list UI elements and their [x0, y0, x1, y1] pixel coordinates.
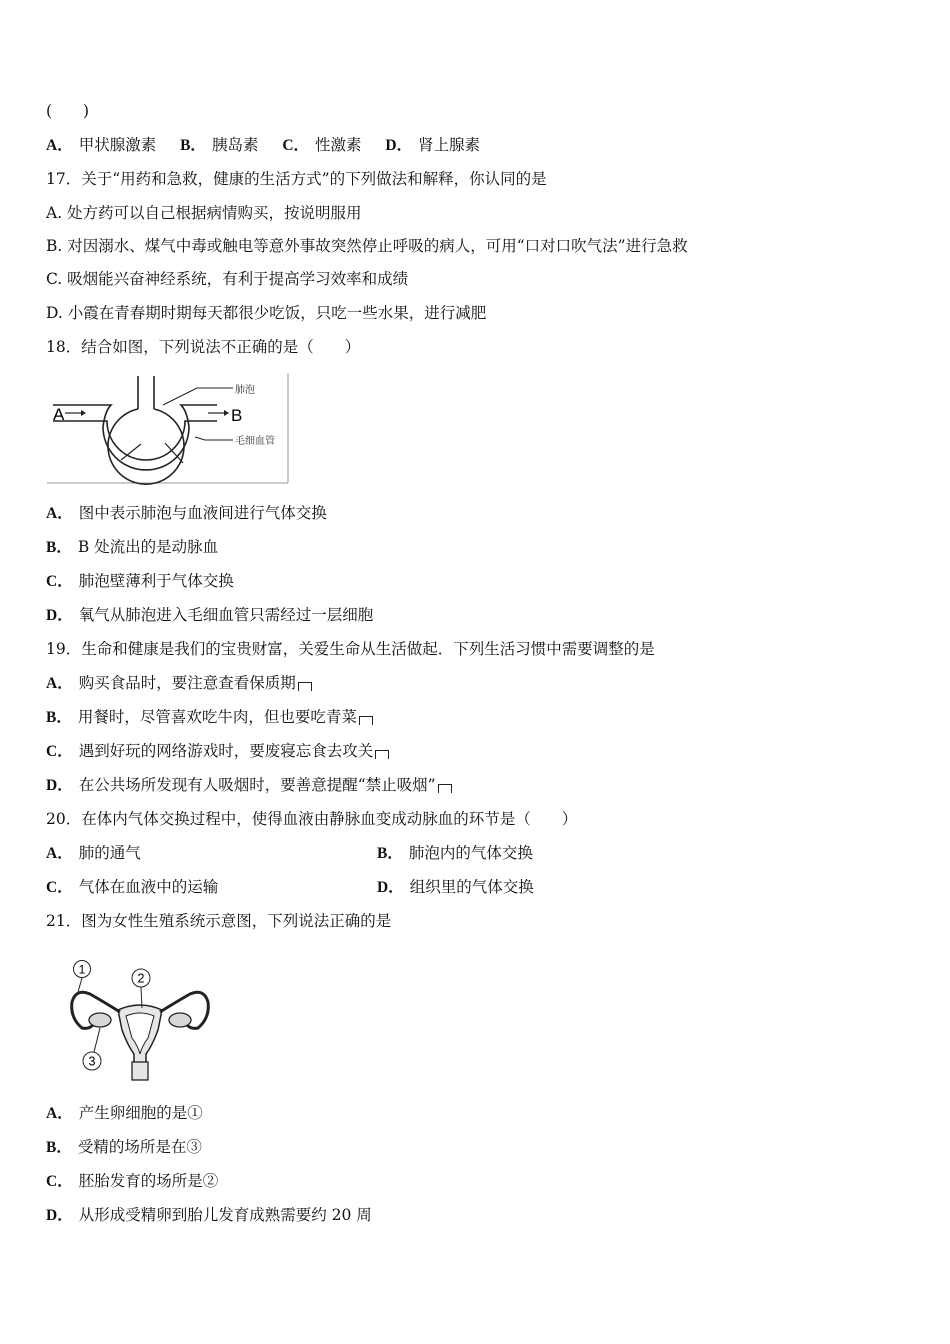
q17-option-a: A. 处方药可以自己根据病情购买，按说明服用: [46, 204, 362, 222]
marker-2-number: 2: [137, 971, 145, 986]
q21-option-b-text: 受精的场所是在③: [77, 1138, 202, 1156]
label-b: B: [231, 406, 243, 425]
q16-option-b-label: B．: [180, 137, 206, 154]
q21-option-d-text: 从形成受精卵到胎儿发育成熟需要约 20 周: [78, 1206, 372, 1224]
marker-3-leader: [94, 1028, 100, 1052]
q21-option-a-text: 产生卵细胞的是①: [78, 1104, 203, 1122]
q19-option-b-label: B．: [46, 709, 72, 726]
line-end-mark: [298, 682, 312, 691]
q16-option-c-label: C．: [282, 137, 310, 154]
q16-option-b-text: 胰岛素: [211, 136, 259, 154]
q21-option-b: [46, 1137, 202, 1158]
q21-option-d-label: D．: [46, 1207, 73, 1224]
q19-option-b-text: 用餐时，尽管喜欢吃牛肉，但也要吃青菜: [77, 708, 357, 726]
leader-capillary: [195, 437, 205, 440]
q16-option-a-text: 甲状腺激素: [78, 136, 157, 154]
q20-option-a-label: A．: [46, 845, 73, 862]
ovary-right: [169, 1013, 191, 1027]
q16-option-d-text: 肾上腺素: [418, 136, 481, 154]
capillary-inner: [53, 421, 217, 460]
q16-option-a-label: A．: [46, 137, 73, 154]
q17-option-c: C. 吸烟能兴奋神经系统，有利于提高学习效率和成绩: [46, 270, 409, 288]
leader-alveolus: [163, 388, 197, 405]
q21-option-d: [46, 1205, 372, 1226]
q17-option-b: B. 对因溺水、煤气中毒或触电等意外事故突然停止呼吸的病人，可用“口对口吹气法”进行急救: [46, 237, 688, 255]
q16-paren: ( ): [46, 102, 90, 120]
q21-option-c: [46, 1171, 218, 1192]
q17-option-d: D. 小霞在青春期时期每天都很少吃饭，只吃一些水果，进行减肥: [46, 304, 487, 322]
q19-option-c: [46, 741, 389, 762]
q21-stem: 21．图为女性生殖系统示意图，下列说法正确的是: [46, 912, 392, 930]
q18-option-a: [46, 503, 327, 524]
q18-option-c: [46, 571, 234, 592]
flow-arrow-out-head: [224, 410, 229, 416]
q19-option-d: [46, 775, 452, 796]
q18-option-b-label: B．: [46, 539, 72, 556]
q18-option-d-text: 氧气从肺泡进入毛细血管只需经过一层细胞: [78, 606, 374, 624]
q20-option-a-text: 肺的通气: [78, 844, 141, 862]
q21-option-c-label: C．: [46, 1173, 73, 1190]
q19-option-a-label: A．: [46, 675, 73, 692]
q20-option-b: [377, 843, 533, 864]
q18-option-a-text: 图中表示肺泡与血液间进行气体交换: [78, 504, 327, 522]
q18-option-a-label: A．: [46, 505, 73, 522]
q20-option-b-label: B．: [377, 845, 403, 862]
q21-option-b-label: B．: [46, 1139, 72, 1156]
label-alveolus: 肺泡: [235, 385, 255, 396]
q16-option-d-label: D．: [385, 137, 413, 154]
line-end-mark: [438, 784, 452, 793]
q19-option-b: [46, 707, 373, 728]
label-capillary: 毛细血管: [235, 436, 275, 447]
label-a: A: [53, 405, 65, 424]
alveolus-diagram: [45, 371, 290, 485]
marker-1-leader: [78, 978, 82, 992]
q18-option-c-text: 肺泡壁薄利于气体交换: [78, 572, 234, 590]
q16-options: [46, 135, 480, 156]
ovary-left: [89, 1013, 111, 1027]
q20-option-d: [377, 877, 534, 898]
q19-option-d-text: 在公共场所发现有人吸烟时，要善意提醒“禁止吸烟”: [78, 776, 436, 794]
q19-option-d-label: D．: [46, 777, 73, 794]
q20-option-c-text: 气体在血液中的运输: [78, 878, 219, 896]
q18-option-b: [46, 537, 218, 558]
q17-stem: 17．关于“用药和急救，健康的生活方式”的下列做法和解释，你认同的是: [46, 170, 547, 188]
q20-option-d-text: 组织里的气体交换: [409, 878, 534, 896]
female-reproductive-diagram: [60, 958, 220, 1084]
q20-row-1: [46, 843, 906, 864]
q18-option-d: [46, 605, 373, 626]
q19-option-a-text: 购买食品时，要注意查看保质期: [78, 674, 296, 692]
q20-option-b-text: 肺泡内的气体交换: [408, 844, 533, 862]
line-end-mark: [375, 750, 389, 759]
q19-option-a: [46, 673, 312, 694]
q21-option-a: [46, 1103, 203, 1124]
q18-stem: 18．结合如图，下列说法不正确的是（ ）: [46, 338, 361, 356]
q20-option-d-label: D．: [377, 879, 404, 896]
q21-option-c-text: 胚胎发育的场所是②: [78, 1172, 219, 1190]
flow-arrow-in-head: [81, 410, 86, 416]
vagina: [132, 1062, 148, 1080]
capillary-outer: [53, 405, 217, 470]
q20-option-c-label: C．: [46, 879, 73, 896]
q20-row-2: [46, 877, 906, 898]
q18-option-b-text: B 处流出的是动脉血: [77, 538, 219, 556]
q19-option-c-label: C．: [46, 743, 73, 760]
q21-option-a-label: A．: [46, 1105, 73, 1122]
q20-stem: 20．在体内气体交换过程中，使得血液由静脉血变成动脉血的环节是（ ）: [46, 810, 578, 828]
alveolus-wall: [108, 409, 184, 484]
line-end-mark: [359, 716, 373, 725]
q19-option-c-text: 遇到好玩的网络游戏时，要废寝忘食去攻关: [78, 742, 374, 760]
q19-stem: 19．生命和健康是我们的宝贵财富，关爱生命从生活做起．下列生活习惯中需要调整的是: [46, 640, 655, 658]
q16-option-c-text: 性激素: [315, 136, 362, 154]
q18-option-d-label: D．: [46, 607, 73, 624]
q18-option-c-label: C．: [46, 573, 73, 590]
marker-3-number: 3: [88, 1054, 96, 1069]
marker-1-number: 1: [78, 962, 86, 977]
